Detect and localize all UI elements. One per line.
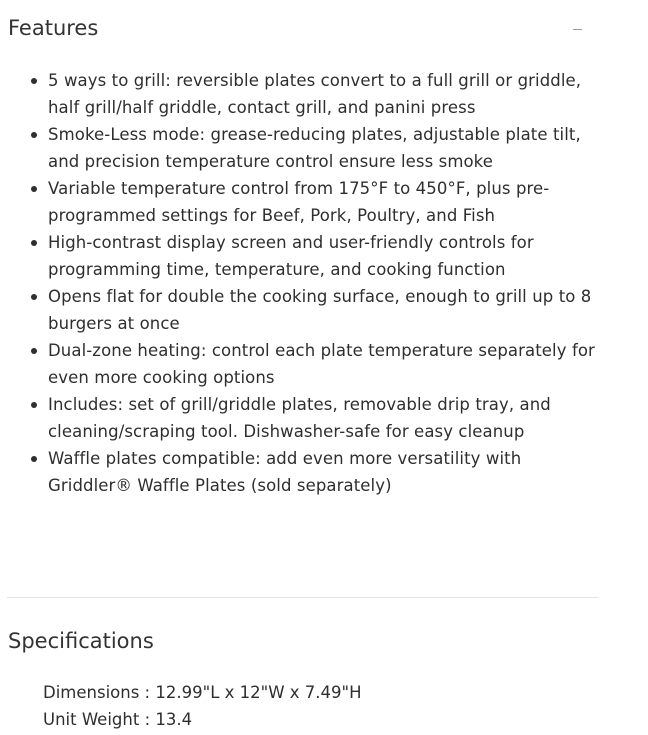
list-item — [8, 67, 598, 121]
features-section-header[interactable] — [8, 14, 598, 44]
bullet-icon — [31, 186, 37, 192]
feature-text: High-contrast display screen and user-friendly controls for programming time, temperature, and cooking function — [48, 233, 534, 279]
section-divider — [7, 597, 598, 598]
spec-row-unit-weight: Unit Weight : 13.4 — [43, 710, 193, 729]
spec-value: 13.4 — [155, 710, 193, 729]
minus-icon[interactable] — [573, 29, 582, 30]
feature-text: Dual-zone heating: control each plate temperature separately for even more cooking options — [48, 341, 595, 387]
list-item — [8, 283, 598, 337]
feature-text: Waffle plates compatible: add even more versatility with Griddler® Waffle Plates (sold separately) — [48, 449, 522, 495]
list-item — [8, 337, 598, 391]
feature-text: Opens flat for double the cooking surface, enough to grill up to 8 burgers at once — [48, 287, 592, 333]
spec-label: Unit Weight — [43, 710, 140, 729]
feature-text: Includes: set of grill/griddle plates, removable drip tray, and cleaning/scraping tool. Dishwasher-safe for easy cleanup — [48, 395, 551, 441]
specifications-title: Specifications — [8, 629, 154, 653]
list-item — [8, 229, 598, 283]
list-item — [8, 175, 598, 229]
list-item — [8, 121, 598, 175]
features-list — [8, 67, 598, 499]
feature-text: Smoke-Less mode: grease-reducing plates, adjustable plate tilt, and precision temperature control ensure less smoke — [48, 125, 581, 171]
list-item — [8, 445, 598, 499]
spec-value: 12.99"L x 12"W x 7.49"H — [155, 683, 362, 702]
bullet-icon — [31, 240, 37, 246]
feature-text: 5 ways to grill: reversible plates convert to a full grill or griddle, half grill/half griddle, contact grill, and panini press — [48, 71, 582, 117]
bullet-icon — [31, 456, 37, 462]
bullet-icon — [31, 348, 37, 354]
bullet-icon — [31, 402, 37, 408]
bullet-icon — [31, 132, 37, 138]
features-title: Features — [8, 16, 99, 40]
spec-row-dimensions: Dimensions : 12.99"L x 12"W x 7.49"H — [43, 683, 362, 702]
bullet-icon — [31, 78, 37, 84]
bullet-icon — [31, 294, 37, 300]
feature-text: Variable temperature control from 175°F to 450°F, plus pre-programmed settings for Beef, Pork, Poultry, and Fish — [48, 179, 550, 225]
list-item — [8, 391, 598, 445]
spec-label: Dimensions — [43, 683, 140, 702]
